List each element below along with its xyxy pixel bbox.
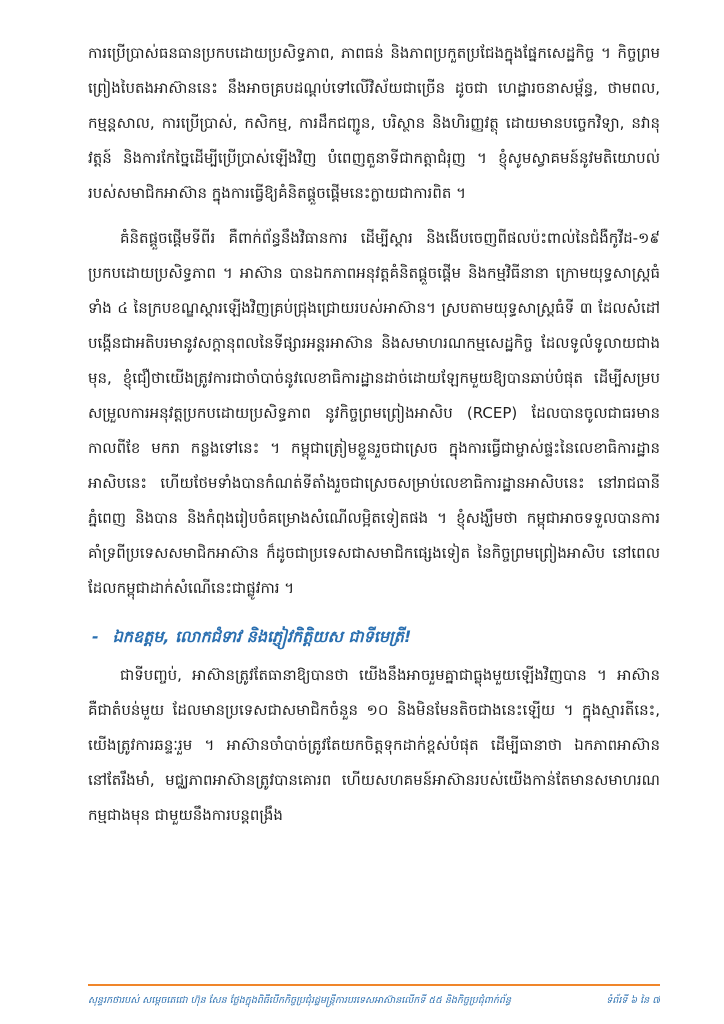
paragraph-spacer [88, 211, 660, 221]
footer-rule [88, 984, 660, 986]
paragraph-spacer [88, 606, 660, 616]
footer-source: សុន្ទរកថារបស់ សម្ដេចតេជោ ហ៊ុន សែន ថ្លែងក្នុងពិធីបើកកិច្ចប្រជុំរដ្ឋមន្ត្រីការបរទេសអាស៊ានលើកទី ៥៥ និងកិច្ចប្រជុំពាក់ព័ន្ធ [88, 995, 511, 1006]
heading-text: ឯកឧត្តម, លោកជំទាវ និងភ្ញៀវកិត្តិយស ជាទីមេត្រី! [112, 627, 412, 646]
heading-dash: - [92, 627, 99, 646]
page-number: ទំព័រទី ៦ នៃ ៧ [606, 995, 660, 1006]
paragraph-conclusion: ជាទីបញ្ចប់, អាស៊ានត្រូវតែធានាឱ្យបានថា យើងនឹងអាចរួមគ្នាជាធ្លុងមួយឡើងវិញបាន ។ អាស៊ាន គឺជាតំបន់មួយ ដែលមានប្រទេសជាសមាជិកចំនួន ១០ និងមិនមែនតិចជាងនេះឡើយ ។ ក្នុងស្មារតីនេះ, យើងត្រូវការឆន្ទៈរួម ។ អាស៊ានចាំបាច់ត្រូវតែយកចិត្តទុកដាក់ខ្ពស់បំផុត ដើម្បីធានាថា ឯកភាពអាស៊ាន នៅតែរឹងមាំ, មជ្ឈភាពអាស៊ានត្រូវបានគោរព ហើយសហគមន៍អាស៊ានរបស់យើងកាន់តែមានសមាហរណកម្មជាងមុន ជាមួយនឹងការបន្តពង្រឹង [88, 666, 660, 824]
page-footer [88, 990, 660, 1012]
paragraph-second-initiative: គំនិតផ្ដួចផ្ដើមទីពីរ គឺពាក់ព័ន្ធនឹងវិធានការ ដើម្បីស្ដារ និងងើបចេញពីផលប៉ះពាល់នៃជំងឺកូវីដ-១៩ ប្រកបដោយប្រសិទ្ធភាព ។ អាស៊ាន បានឯកភាពអនុវត្តគំនិតផ្ដួចផ្ដើម និងកម្មវិធីនានា ក្រោមយុទ្ធសាស្ត្រធំទាំង ៤ នៃក្របខណ្ឌស្ដារឡើងវិញគ្រប់ជ្រុងជ្រោយរបស់អាស៊ាន។ ស្របតាមយុទ្ធសាស្ត្រធំទី ៣ ដែលសំដៅបង្កើនជាអតិបរមានូវសក្ដានុពលនៃទីផ្សារអន្តរអាស៊ាន និងសមាហរណកម្មសេដ្ឋកិច្ច ដែលទូលំទូលាយជាងមុន, ខ្ញុំជឿថាយើងត្រូវការជាចាំបាច់នូវលេខាធិការដ្ឋានដាច់ដោយឡែកមួយឱ្យបានឆាប់បំផុត ដើម្បីសម្របសម្រួលការអនុវត្តប្រកបដោយប្រសិទ្ធភាព នូវកិច្ចព្រមព្រៀងអាសិប (RCEP) ដែលបានចូលជាធរមានកាលពីខែ មករា កន្លងទៅនេះ ។ កម្ពុជាត្រៀមខ្លួនរួចជាស្រេច ក្នុងការធ្វើជាម្ចាស់ផ្ទះនៃលេខាធិការដ្ឋានអាសិបនេះ ហើយថែមទាំងបានកំណត់ទីតាំងរួចជាស្រេចសម្រាប់លេខាធិការដ្ឋានអាសិបនេះ នៅរាជធានីភ្នំពេញ និងបាន និងកំពុងរៀបចំគម្រោងសំណើលម្អិតទៀតផង ។ ខ្ញុំសង្ឃឹមថា កម្ពុជាអាចទទួលបានការគាំទ្រពីប្រទេសសមាជិកអាស៊ាន ក៏ដូចជាប្រទេសជាសមាជិកផ្សេងទៀត នៃកិច្ចព្រមព្រៀងអាសិប នៅពេលដែលកម្ពុជាដាក់សំណើនេះជាផ្លូវការ ។ [88, 229, 660, 597]
section-heading [88, 616, 660, 658]
document-body [88, 36, 660, 833]
paragraph-intro: ការប្រើប្រាស់ធនធានប្រកបដោយប្រសិទ្ធភាព, ភាពធន់ និងភាពប្រកួតប្រជែងក្នុងផ្នែកសេដ្ឋកិច្ច ។ កិច្ចព្រមព្រៀងបៃតងអាស៊ាននេះ នឹងអាចគ្របដណ្ដប់ទៅលើវិស័យជាច្រើន ដូចជា ហេដ្ឋារចនាសម្ព័ន្ធ, ថាមពល, កម្មន្តសាល, ការប្រើប្រាស់, កសិកម្ម, ការដឹកជញ្ជូន, បរិស្ថាន និងហិរញ្ញវត្ថុ ដោយមានបច្ចេកវិទ្យា, នវានុវត្តន៍ និងការកែច្នៃដើម្បីប្រើប្រាស់ឡើងវិញ បំពេញតួនាទីជាកត្តាជំរុញ ។ ខ្ញុំសូមស្វាគមន៍នូវមតិយោបល់របស់សមាជិកអាស៊ាន ក្នុងការធ្វើឱ្យគំនិតផ្តួចផ្តើមនេះក្លាយជាការពិត ។ [88, 44, 660, 202]
